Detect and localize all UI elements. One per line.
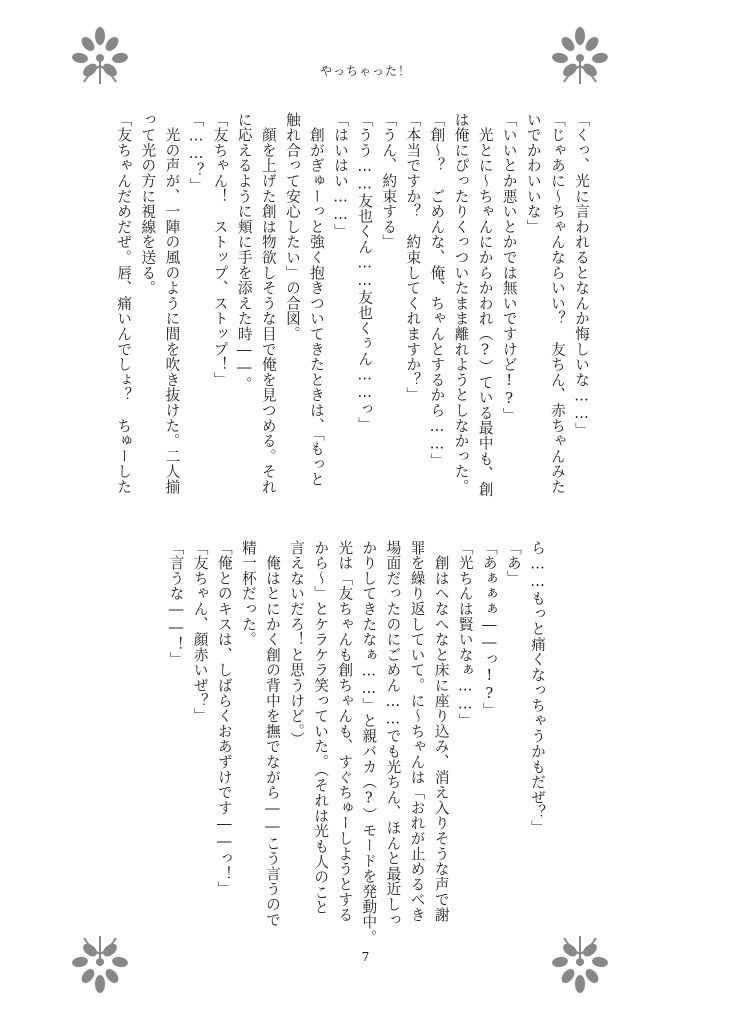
- text-line: 「友ちゃん！ ストップ、ストップ！」: [211, 112, 229, 388]
- text-line: 創はへなへなと床に座り込み、消え入りそうな声で謝: [432, 540, 450, 923]
- text-line: いでかわいいな」: [524, 112, 542, 235]
- text-line: 「くっ、光に言われるとなんか悔しいな……」: [573, 112, 590, 439]
- text-line: 「うう……友也くん……友也くぅん……っ」: [356, 112, 374, 433]
- text-line: 「うん、約束する」: [380, 112, 398, 250]
- text-line: に応えるように頬に手を添えた時――。: [235, 112, 253, 393]
- text-line: 光とに〜ちゃんにからかわれ（?）ている最中も、創: [476, 112, 494, 497]
- text-line: 精一杯だった。: [239, 540, 257, 648]
- lower-text-block: [164, 540, 550, 945]
- text-line: かりしてきたなぁ……」と親バカ（?）モードを発動中。: [360, 540, 378, 945]
- text-line: 光は「友ちゃんも創ちゃんも、すぐちゅーしようとする: [336, 540, 354, 923]
- page-number: 7: [361, 950, 370, 964]
- text-line: 「友ちゃんだめだぜ。唇、痛いんでしょ？ ちゅーした: [115, 112, 133, 495]
- text-line: 「いいとか悪いとかでは無いですけど!?」: [500, 112, 518, 423]
- text-line: から〜」とケラケラ笑っていた。（それは光も人のこと: [312, 540, 330, 916]
- text-line: 「言うな――！」: [167, 540, 185, 668]
- text-line: 「あぁぁぁ――っ!?」: [480, 540, 498, 718]
- text-line: 「じゃあに〜ちゃんならいい？ 友ちん、赤ちゃんみた: [548, 112, 566, 495]
- text-line: 「光ちんは賢いなぁ……」: [456, 540, 474, 729]
- floral-ornament-icon: [548, 930, 612, 994]
- text-line: 「……？」: [187, 112, 205, 194]
- text-line: 光の声が、一陣の風のように間を吹き抜けた。二人揃: [163, 112, 181, 495]
- page-title: やっちゃった！: [319, 64, 411, 78]
- text-line: ら……もっと痛くなっちゃうかもだぜ？」: [529, 540, 546, 836]
- floral-ornament-icon: [68, 930, 132, 994]
- upper-text-block: [111, 112, 593, 502]
- text-line: 「あ」: [504, 540, 522, 586]
- text-line: 創がぎゅーっと強く抱きついてきたときは、「もっと: [307, 112, 325, 488]
- text-line: 言えないだろ！と思うけど。）: [288, 540, 306, 747]
- text-line: 顔を上げた創は物欲しそうな目で俺を見つめる。それ: [259, 112, 277, 495]
- text-line: って光の方に視線を送る。: [139, 112, 157, 296]
- text-line: 「創〜？ ごめんな、俺、ちゃんとするから……」: [428, 112, 446, 469]
- text-line: 「本当ですか？ 約束してくれますか？」: [404, 112, 422, 403]
- text-line: 「はいはい……」: [332, 112, 350, 240]
- text-line: 触れ合って安心したい」の合図。: [283, 112, 301, 342]
- text-line: 「友ちゃん、顔赤いぜ？」: [191, 540, 209, 724]
- text-line: 罪を繰り返していて。に〜ちゃんは「おれが止めるべき: [408, 540, 426, 923]
- floral-ornament-icon: [548, 26, 612, 90]
- text-line: は俺にぴったりくっついたまま離れようとしなかった。: [452, 112, 470, 495]
- text-line: 「俺とのキスは、しばらくおあずけです――っ！」: [215, 540, 233, 897]
- text-line: 場面だったのにごめん……でも光ちん、ほんと最近しっ: [384, 540, 402, 928]
- text-line: 俺はとにかく創の背中を撫でながら――こう言うので: [263, 540, 281, 928]
- floral-ornament-icon: [68, 26, 132, 90]
